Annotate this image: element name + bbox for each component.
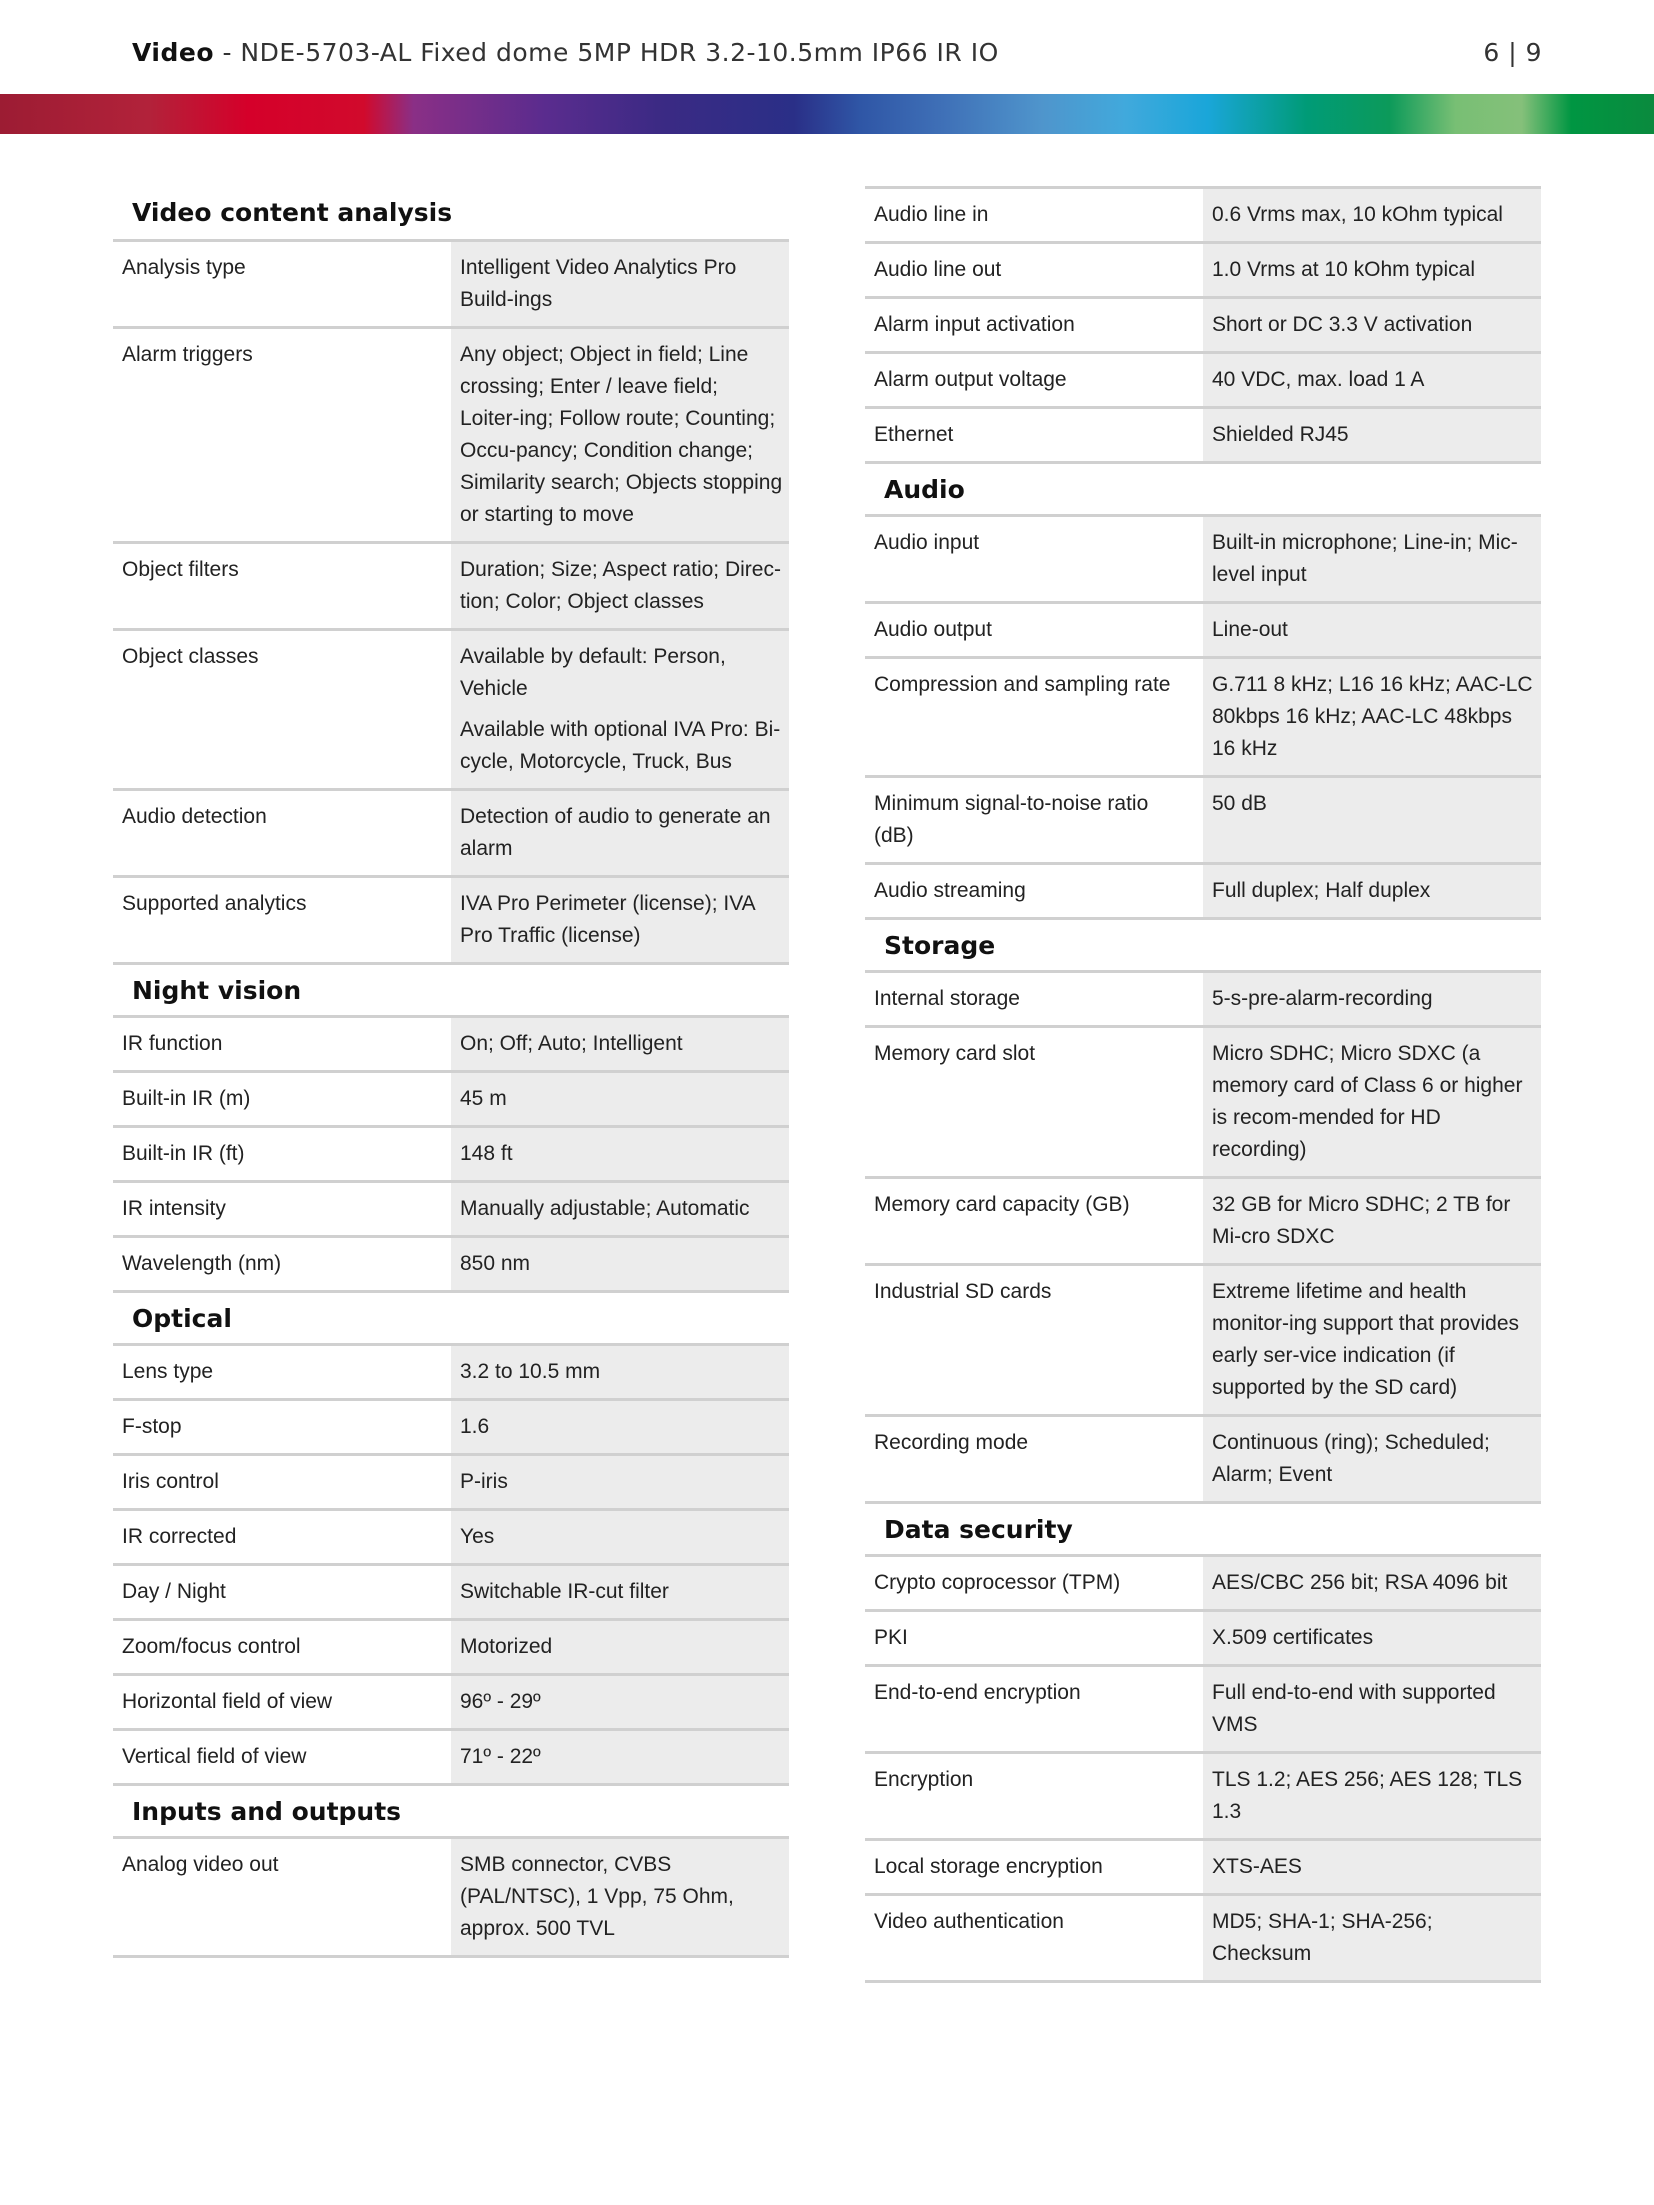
spec-row-alarm-output-voltage	[865, 354, 1541, 409]
spec-row-audio-detection	[113, 791, 789, 878]
spec-value-text: Short or DC 3.3 V activation	[1212, 313, 1473, 336]
spec-value-text: G.711 8 kHz; L16 16 kHz; AAC-LC 80kbps 16 kHz; AAC-LC 48kbps 16 kHz	[1212, 673, 1533, 760]
spec-value	[1203, 409, 1541, 461]
spec-value	[451, 1346, 789, 1398]
spec-value-text: Detection of audio to generate an alarm	[460, 805, 771, 860]
spec-value-text: Full end-to-end with supported VMS	[1212, 1681, 1496, 1736]
spec-value-text: Extreme lifetime and health monitor-ing support that provides early ser-vice indication (if supported by the SD card)	[1212, 1280, 1519, 1399]
spec-value-text: 50 dB	[1212, 792, 1267, 815]
spec-value	[451, 1839, 789, 1955]
spec-value-text: X.509 certificates	[1212, 1626, 1374, 1649]
spec-row-ir-corrected	[113, 1511, 789, 1566]
spec-value-text: SMB connector, CVBS (PAL/NTSC), 1 Vpp, 75 Ohm, approx. 500 TVL	[460, 1853, 734, 1940]
spec-label: Vertical field of view	[122, 1745, 307, 1768]
spec-row-analysis-type	[113, 242, 789, 329]
spec-label: Wavelength (nm)	[122, 1252, 282, 1275]
spec-label: F-stop	[122, 1415, 182, 1438]
spec-row-f-stop	[113, 1401, 789, 1456]
spec-label: Memory card slot	[874, 1042, 1036, 1065]
spec-row-supported-analytics	[113, 878, 789, 965]
document-title-rest: - NDE-5703-AL Fixed dome 5MP HDR 3.2-10.5mm IP66 IR IO	[214, 37, 999, 67]
spec-value-text: 1.6	[460, 1415, 490, 1438]
spec-row-built-in-ir-m	[113, 1073, 789, 1128]
spec-value	[1203, 973, 1541, 1025]
spec-value	[1203, 1179, 1541, 1263]
spec-row-analog-video-out	[113, 1839, 789, 1958]
section-title-night-vision: Night vision	[113, 965, 789, 1018]
spec-row-video-authentication	[865, 1896, 1541, 1983]
spec-label: Audio line in	[874, 203, 989, 226]
spec-row-memory-card-capacity-gb	[865, 1179, 1541, 1266]
spec-row-built-in-ir-ft	[113, 1128, 789, 1183]
spec-value-text: Manually adjustable; Automatic	[460, 1197, 750, 1220]
spec-value-text: Line-out	[1212, 618, 1288, 641]
spec-label: Audio detection	[122, 805, 267, 828]
spec-value-text: 32 GB for Micro SDHC; 2 TB for Mi-cro SDXC	[1212, 1193, 1511, 1248]
spec-value	[451, 878, 789, 962]
spec-value	[1203, 865, 1541, 917]
spec-label: Audio streaming	[874, 879, 1026, 902]
spec-value-text: 40 VDC, max. load 1 A	[1212, 368, 1425, 391]
spec-value-text: Switchable IR-cut filter	[460, 1580, 669, 1603]
spec-value	[1203, 1896, 1541, 1980]
spec-value	[451, 1401, 789, 1453]
spec-value	[1203, 1557, 1541, 1609]
spec-value-text: IVA Pro Perimeter (license); IVA Pro Traffic (license)	[460, 892, 755, 947]
spec-label: Industrial SD cards	[874, 1280, 1052, 1303]
spec-row-crypto-coprocessor-tpm	[865, 1557, 1541, 1612]
spec-label: Local storage encryption	[874, 1855, 1103, 1878]
spec-value-text: Built-in microphone; Line-in; Mic-level input	[1212, 531, 1518, 586]
spec-row-end-to-end-encryption	[865, 1667, 1541, 1754]
spec-value-text: Yes	[460, 1525, 495, 1548]
spec-value-text: AES/CBC 256 bit; RSA 4096 bit	[1212, 1571, 1508, 1594]
spec-value-text: Shielded RJ45	[1212, 423, 1349, 446]
spec-value	[451, 1128, 789, 1180]
spec-row-ir-function	[113, 1018, 789, 1073]
spec-row-zoom-focus-control	[113, 1621, 789, 1676]
spec-value-text: MD5; SHA-1; SHA-256; Checksum	[1212, 1910, 1433, 1965]
spec-row-minimum-signal-to-noise-ratio-db	[865, 778, 1541, 865]
spec-label: Minimum signal-to-noise ratio (dB)	[874, 792, 1149, 847]
spec-value	[1203, 1612, 1541, 1664]
spec-label: Built-in IR (m)	[122, 1087, 251, 1110]
brand-color-bar	[0, 94, 1654, 134]
spec-label: Object filters	[122, 558, 239, 581]
spec-value	[451, 1183, 789, 1235]
spec-row-audio-streaming	[865, 865, 1541, 920]
spec-label: Built-in IR (ft)	[122, 1142, 245, 1165]
spec-label: Alarm triggers	[122, 343, 253, 366]
spec-row-pki	[865, 1612, 1541, 1667]
spec-value	[451, 1511, 789, 1563]
spec-value-text: Available by default: Person, Vehicle	[460, 645, 726, 700]
spec-row-ir-intensity	[113, 1183, 789, 1238]
spec-label: Internal storage	[874, 987, 1020, 1010]
spec-value-text: XTS-AES	[1212, 1855, 1302, 1878]
spec-label: Memory card capacity (GB)	[874, 1193, 1130, 1216]
spec-label: Audio line out	[874, 258, 1002, 281]
spec-row-encryption	[865, 1754, 1541, 1841]
spec-value	[1203, 604, 1541, 656]
spec-value	[451, 1566, 789, 1618]
spec-value	[1203, 1841, 1541, 1893]
spec-value	[1203, 354, 1541, 406]
spec-value	[1203, 1754, 1541, 1838]
page-header	[132, 32, 1542, 72]
spec-value-text: 3.2 to 10.5 mm	[460, 1360, 601, 1383]
spec-value-text: 71º - 22º	[460, 1745, 541, 1768]
spec-value-text: Full duplex; Half duplex	[1212, 879, 1431, 902]
spec-value	[451, 242, 789, 326]
spec-value-text: TLS 1.2; AES 256; AES 128; TLS 1.3	[1212, 1768, 1523, 1823]
spec-value	[451, 631, 789, 788]
spec-value	[451, 791, 789, 875]
spec-value	[451, 1621, 789, 1673]
spec-value-text: 850 nm	[460, 1252, 531, 1275]
spec-value-text: 5-s-pre-alarm-recording	[1212, 987, 1433, 1010]
spec-row-day-night	[113, 1566, 789, 1621]
spec-label: Recording mode	[874, 1431, 1029, 1454]
spec-label: Video authentication	[874, 1910, 1064, 1933]
spec-label: Object classes	[122, 645, 259, 668]
spec-value-text: On; Off; Auto; Intelligent	[460, 1032, 683, 1055]
spec-value	[451, 1456, 789, 1508]
spec-value-text: 0.6 Vrms max, 10 kOhm typical	[1212, 203, 1503, 226]
spec-value-text: P-iris	[460, 1470, 508, 1493]
page-number: 6 | 9	[1483, 37, 1542, 67]
spec-value	[1203, 1266, 1541, 1414]
section-title-inputs-and-outputs: Inputs and outputs	[113, 1786, 789, 1839]
spec-value-text: Motorized	[460, 1635, 553, 1658]
spec-label: Compression and sampling rate	[874, 673, 1171, 696]
left-spec-column	[113, 186, 789, 1958]
spec-label: Day / Night	[122, 1580, 226, 1603]
spec-value-text: 1.0 Vrms at 10 kOhm typical	[1212, 258, 1475, 281]
spec-value-text: Duration; Size; Aspect ratio; Direc-tion; Color; Object classes	[460, 558, 781, 613]
spec-row-vertical-field-of-view	[113, 1731, 789, 1786]
spec-value	[1203, 299, 1541, 351]
spec-row-wavelength-nm	[113, 1238, 789, 1293]
spec-row-iris-control	[113, 1456, 789, 1511]
spec-label: Analog video out	[122, 1853, 279, 1876]
spec-label: Ethernet	[874, 423, 954, 446]
spec-row-recording-mode	[865, 1417, 1541, 1504]
spec-value	[451, 544, 789, 628]
spec-label: Alarm output voltage	[874, 368, 1067, 391]
spec-value	[451, 329, 789, 541]
section-title-video-content-analysis: Video content analysis	[113, 186, 789, 242]
spec-value	[1203, 517, 1541, 601]
section-title-optical: Optical	[113, 1293, 789, 1346]
section-title-audio: Audio	[865, 464, 1541, 517]
spec-row-audio-line-out	[865, 244, 1541, 299]
spec-value	[451, 1676, 789, 1728]
spec-row-memory-card-slot	[865, 1028, 1541, 1179]
spec-label: Audio input	[874, 531, 980, 554]
spec-row-industrial-sd-cards	[865, 1266, 1541, 1417]
spec-row-alarm-triggers	[113, 329, 789, 544]
spec-value	[1203, 189, 1541, 241]
spec-label: Audio output	[874, 618, 992, 641]
spec-label: Analysis type	[122, 256, 246, 279]
spec-value-text: 45 m	[460, 1087, 507, 1110]
spec-value	[1203, 244, 1541, 296]
spec-label: Zoom/focus control	[122, 1635, 301, 1658]
spec-value	[1203, 1417, 1541, 1501]
spec-value	[451, 1073, 789, 1125]
spec-row-compression-and-sampling-rate	[865, 659, 1541, 778]
spec-label: Alarm input activation	[874, 313, 1075, 336]
spec-value	[1203, 659, 1541, 775]
spec-row-internal-storage	[865, 973, 1541, 1028]
spec-label: Encryption	[874, 1768, 974, 1791]
spec-label: IR intensity	[122, 1197, 226, 1220]
spec-row-alarm-input-activation	[865, 299, 1541, 354]
spec-value-text: Continuous (ring); Scheduled; Alarm; Event	[1212, 1431, 1490, 1486]
spec-label: Supported analytics	[122, 892, 307, 915]
spec-value-text: 96º - 29º	[460, 1690, 541, 1713]
spec-label: IR function	[122, 1032, 223, 1055]
spec-row-audio-input	[865, 517, 1541, 604]
spec-row-object-classes	[113, 631, 789, 791]
spec-value	[1203, 1028, 1541, 1176]
document-title	[132, 38, 999, 67]
spec-label: Lens type	[122, 1360, 214, 1383]
spec-row-horizontal-field-of-view	[113, 1676, 789, 1731]
document-title-bold: Video	[132, 37, 215, 67]
spec-value	[1203, 1667, 1541, 1751]
spec-label: End-to-end encryption	[874, 1681, 1081, 1704]
spec-value-text: Available with optional IVA Pro: Bi-cycle, Motorcycle, Truck, Bus	[460, 718, 781, 773]
spec-row-ethernet	[865, 409, 1541, 464]
spec-value	[451, 1731, 789, 1783]
spec-row-audio-line-in	[865, 186, 1541, 244]
spec-row-local-storage-encryption	[865, 1841, 1541, 1896]
spec-value-text: Any object; Object in field; Line crossing; Enter / leave field; Loiter-ing; Follow route; Counting; Occu-pancy; Condition change; Similarity search; Objects stopping or starting to move	[460, 343, 783, 526]
spec-row-object-filters	[113, 544, 789, 631]
section-title-data-security: Data security	[865, 1504, 1541, 1557]
spec-row-audio-output	[865, 604, 1541, 659]
spec-label: IR corrected	[122, 1525, 237, 1548]
spec-value	[451, 1018, 789, 1070]
spec-label: Crypto coprocessor (TPM)	[874, 1571, 1121, 1594]
spec-value-text: Intelligent Video Analytics Pro Build-ings	[460, 256, 737, 311]
spec-value-text: 148 ft	[460, 1142, 513, 1165]
section-title-storage: Storage	[865, 920, 1541, 973]
spec-value	[1203, 778, 1541, 862]
right-spec-column	[865, 186, 1541, 1983]
spec-label: Horizontal field of view	[122, 1690, 333, 1713]
spec-row-lens-type	[113, 1346, 789, 1401]
spec-value	[451, 1238, 789, 1290]
spec-value-text: Micro SDHC; Micro SDXC (a memory card of Class 6 or higher is recom-mended for HD recording)	[1212, 1042, 1523, 1161]
spec-label: PKI	[874, 1626, 908, 1649]
spec-label: Iris control	[122, 1470, 219, 1493]
